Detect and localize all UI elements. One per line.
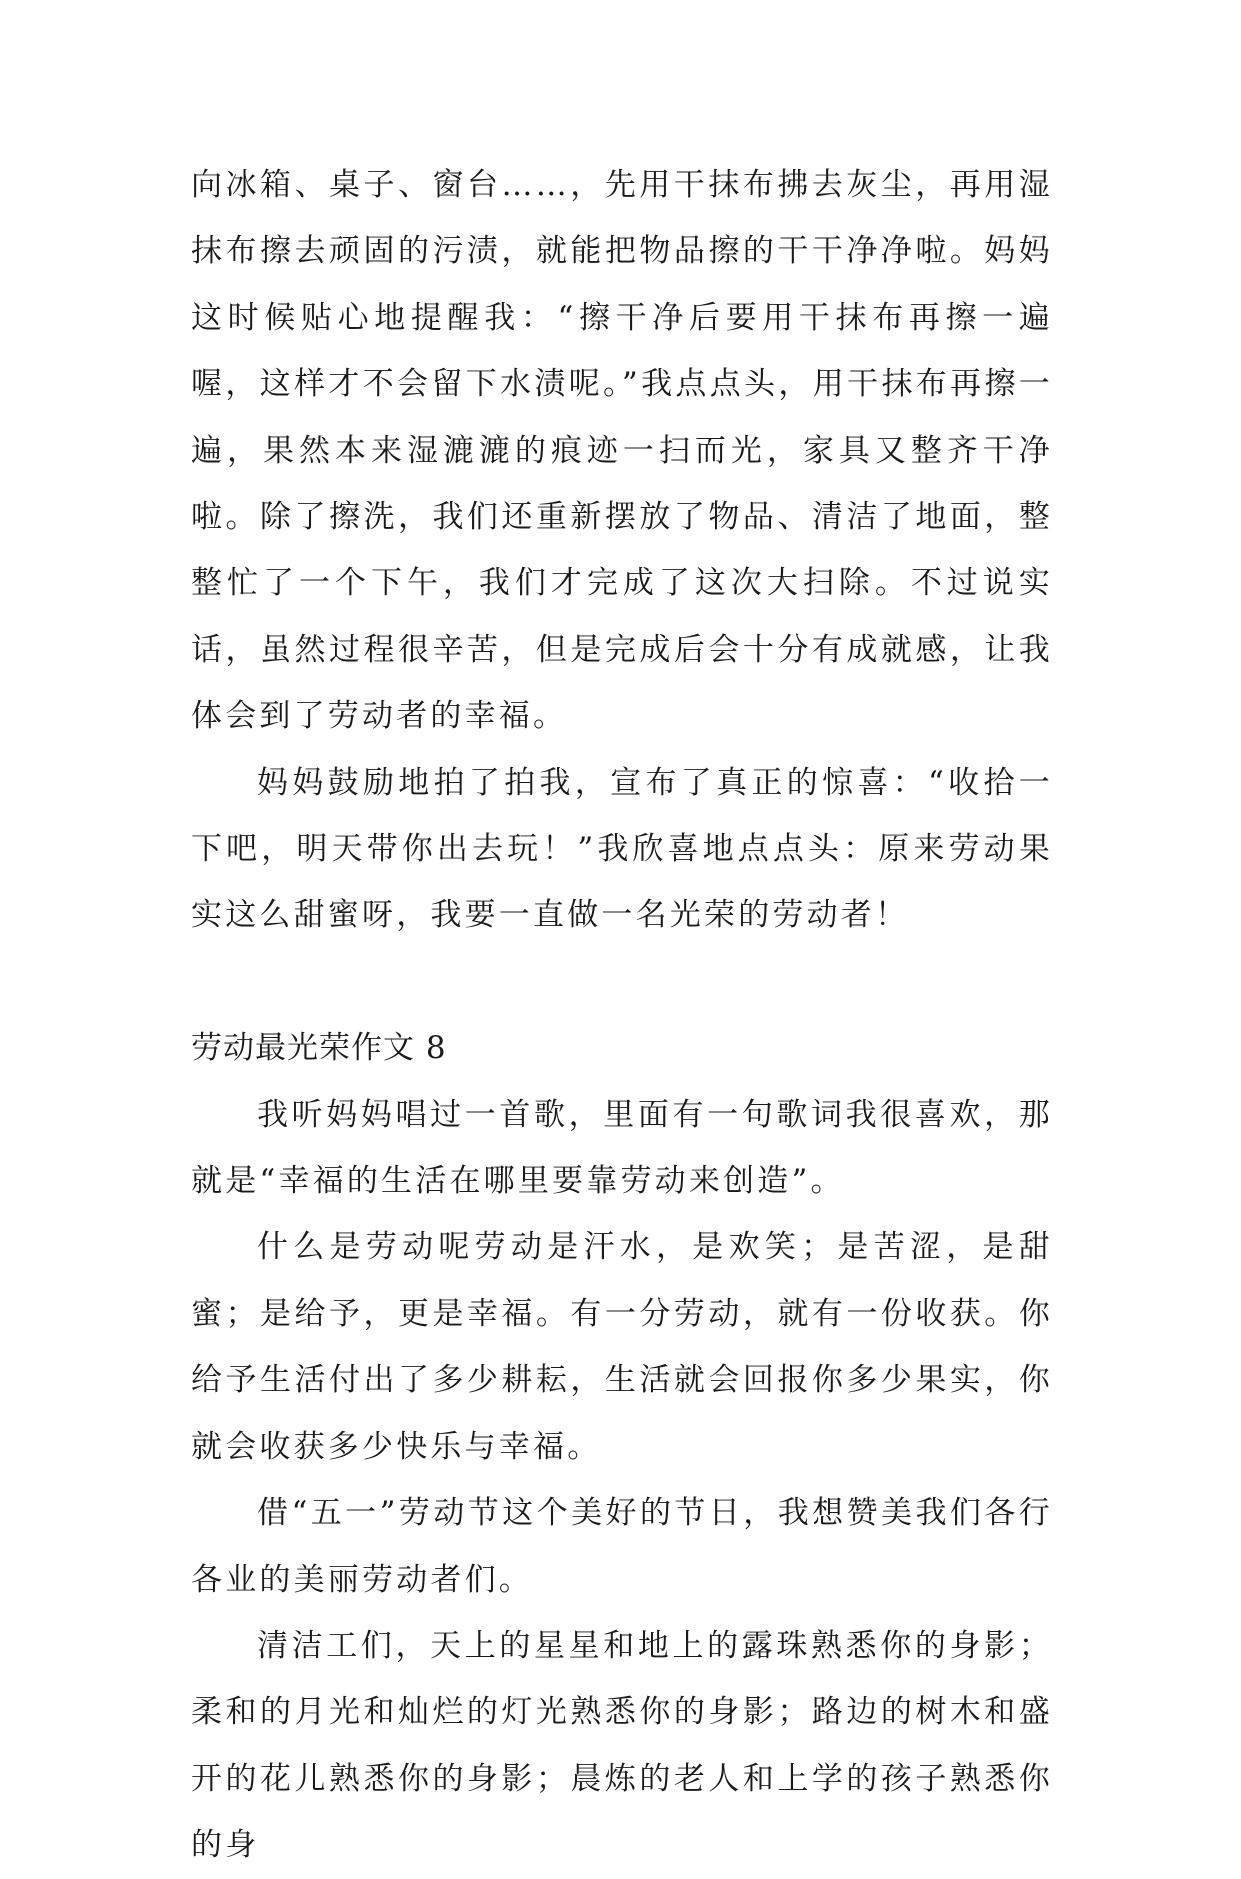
paragraph-what-is-labor: 什么是劳动呢劳动是汗水，是欢笑；是苦涩，是甜蜜；是给予，更是幸福。有一分劳动，就有一份收获。你给予生活付出了多少耕耘，生活就会回报你多少果实，你就会收获多少快乐与幸福。: [191, 1229, 1053, 1465]
paragraph-song: 我听妈妈唱过一首歌，里面有一句歌词我很喜欢，那就是“幸福的生活在哪里要靠劳动来创造”。: [191, 1096, 1053, 1200]
section-title: 劳动最光荣作文 8: [191, 1030, 447, 1067]
document-body: [191, 152, 1053, 1879]
section-spacer: [191, 949, 1053, 1015]
paragraph-may-day: 借“五一”劳动节这个美好的节日，我想赞美我们各行各业的美丽劳动者们。: [191, 1495, 1053, 1598]
paragraph-cleaners: 清洁工们，天上的星星和地上的露珠熟悉你的身影；柔和的月光和灿烂的灯光熟悉你的身影；路边的树木和盛开的花儿熟悉你的身影；晨炼的老人和上学的孩子熟悉你的身: [191, 1627, 1053, 1864]
paragraph-surprise: 妈妈鼓励地拍了拍我，宣布了真正的惊喜：“收拾一下吧，明天带你出去玩！”我欣喜地点点头：原来劳动果实这么甜蜜呀，我要一直做一名光荣的劳动者！: [191, 764, 1053, 934]
paragraph-cleaning: 向冰箱、桌子、窗台……，先用干抹布拂去灰尘，再用湿抹布擦去顽固的污渍，就能把物品擦的干干净净啦。妈妈这时候贴心地提醒我：“擦干净后要用干抹布再擦一遍喔，这样才不会留下水渍呢。”我点点头，用干抹布再擦一遍，果然本来湿漉漉的痕迹一扫而光，家具又整齐干净啦。除了擦洗，我们还重新摆放了物品、清洁了地面，整整忙了一个下午，我们才完成了这次大扫除。不过说实话，虽然过程很辛苦，但是完成后会十分有成就感，让我体会到了劳动者的幸福。: [191, 167, 1053, 735]
